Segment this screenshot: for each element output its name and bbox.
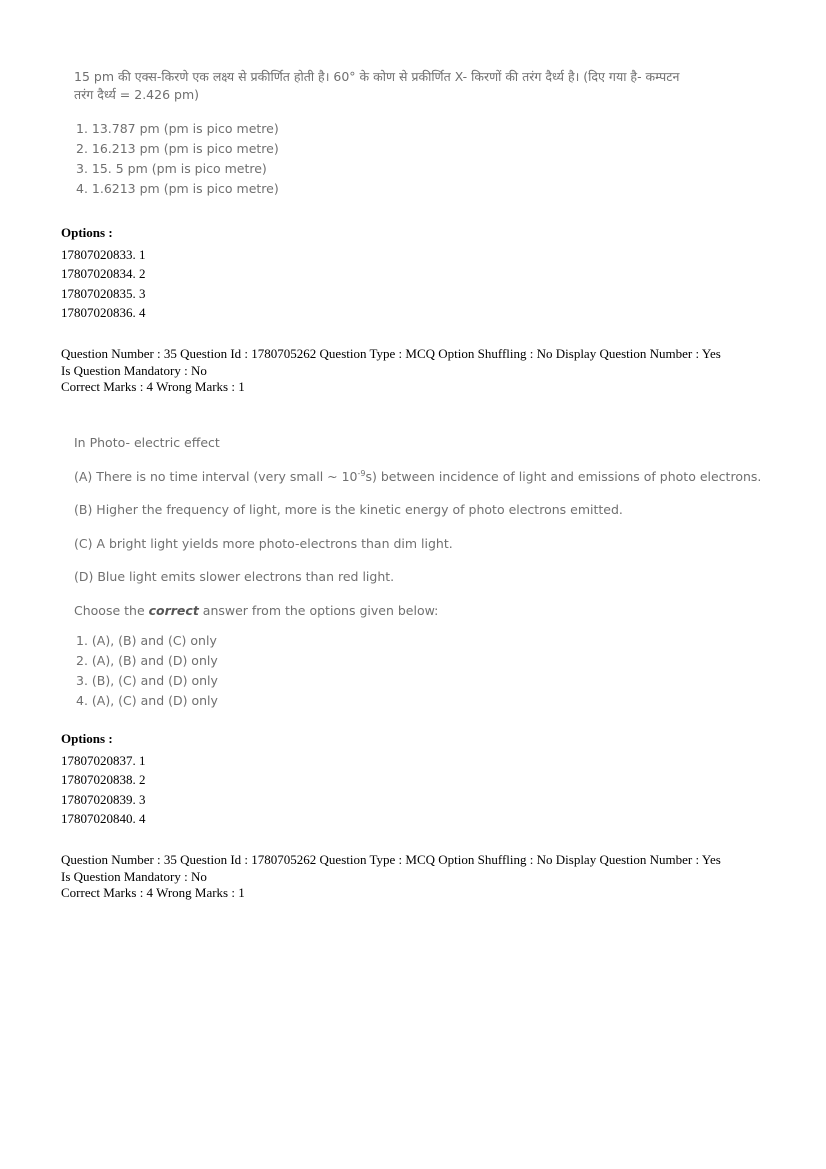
question-meta-line: Question Number : 35 Question Id : 1780705262 Question Type : MCQ Option Shuffling : No Display Question Number : Yes: [61, 852, 721, 867]
question-meta: [61, 852, 791, 902]
question-meta-line: Question Number : 35 Question Id : 1780705262 Question Type : MCQ Option Shuffling : No Display Question Number : Yes: [61, 346, 721, 361]
options-block: [61, 225, 146, 323]
question-marks: Correct Marks : 4 Wrong Marks : 1: [61, 379, 245, 394]
option-id: 17807020834. 2: [61, 266, 146, 281]
statement-a-text-end: s) between incidence of light and emissions of photo electrons.: [365, 468, 762, 484]
option-id: 17807020833. 1: [61, 246, 146, 262]
answer-choice: 3. 15. 5 pm (pm is pico metre): [76, 161, 267, 176]
question-image-compton: [74, 68, 774, 199]
choose-text-end: answer from the options given below:: [198, 602, 439, 618]
answer-choice: 3. (B), (C) and (D) only: [76, 673, 218, 688]
statement-a-exponent: -9: [357, 468, 366, 478]
option-id: 17807020837. 1: [61, 752, 146, 768]
answer-choice: 2. (A), (B) and (D) only: [76, 653, 218, 668]
answer-choice: 2. 16.213 pm (pm is pico metre): [76, 141, 279, 156]
options-block: [61, 731, 146, 829]
statement-d: (D) Blue light emits slower electrons than red light.: [74, 569, 395, 584]
question-image-photoelectric: [74, 426, 774, 711]
choose-keyword: correct: [148, 602, 199, 618]
statement-c: (C) A bright light yields more photo-electrons than dim light.: [74, 535, 453, 551]
question-prompt-line2: तरंग दैर्ध्य = 2.426 pm): [74, 87, 200, 102]
question-meta: [61, 346, 791, 396]
question-marks: Correct Marks : 4 Wrong Marks : 1: [61, 885, 245, 900]
options-label: Options :: [61, 225, 113, 240]
statement-a-text: (A) There is no time interval (very small ~ 10: [74, 468, 358, 484]
answer-choice: 1. 13.787 pm (pm is pico metre): [76, 121, 279, 136]
question-mandatory: Is Question Mandatory : No: [61, 362, 207, 378]
answer-choices: [74, 119, 774, 199]
question-mandatory: Is Question Mandatory : No: [61, 868, 207, 884]
question-intro: In Photo- electric effect: [74, 435, 220, 450]
choose-instruction: [74, 594, 774, 628]
option-id: 17807020835. 3: [61, 285, 146, 301]
choose-text: Choose the: [74, 602, 149, 618]
answer-choice: 1. (A), (B) and (C) only: [76, 633, 217, 648]
question-prompt-line1: 15 pm की एक्स-किरणे एक लक्ष्य से प्रकीर्णित होती है। 60° के कोण से प्रकीर्णित X- किरणों की तरंग दैर्ध्य है। (दिए गया है- कम्पटन: [74, 69, 680, 84]
option-id: 17807020836. 4: [61, 305, 146, 320]
option-id: 17807020839. 3: [61, 791, 146, 807]
statement-a: [74, 460, 774, 494]
answer-choice: 4. 1.6213 pm (pm is pico metre): [76, 181, 279, 196]
answer-choice: 4. (A), (C) and (D) only: [76, 693, 218, 708]
option-id: 17807020838. 2: [61, 772, 146, 787]
answer-choices: [74, 631, 774, 711]
options-label: Options :: [61, 731, 113, 746]
statement-b: (B) Higher the frequency of light, more is the kinetic energy of photo electrons emitted.: [74, 502, 623, 517]
option-id: 17807020840. 4: [61, 811, 146, 826]
